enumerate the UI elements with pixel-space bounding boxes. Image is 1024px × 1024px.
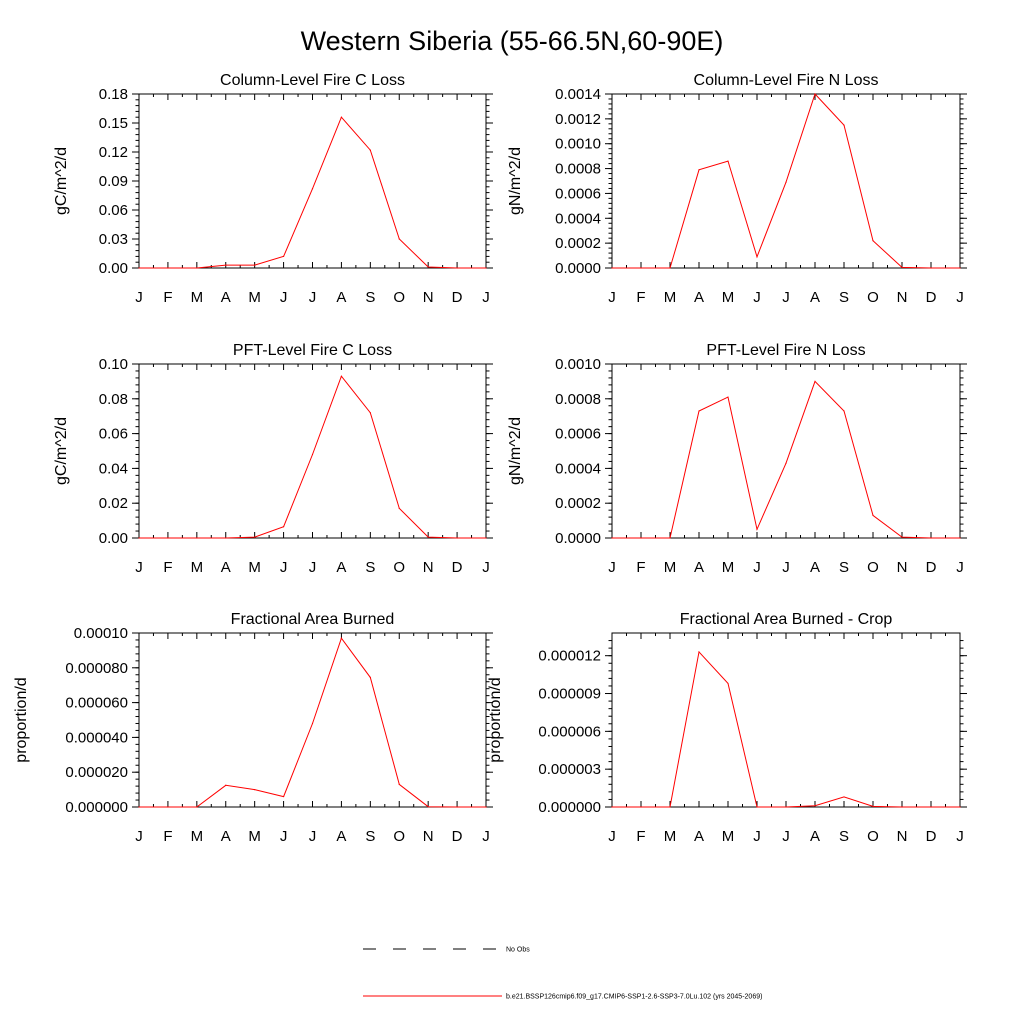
y-tick-label: 0.06 [98,202,128,219]
x-tick-label: D [925,289,937,306]
x-tick-label: M [190,559,204,576]
x-tick-label: S [838,828,850,845]
y-tick-label: 0.04 [98,460,128,478]
data-point [727,683,728,684]
x-tick-label: A [220,289,231,306]
data-point [283,526,284,527]
data-point [843,796,844,797]
x-tick-label: A [336,289,347,306]
data-point [669,537,670,538]
plot-frame [612,364,960,538]
data-point [901,806,902,807]
data-point [640,806,641,807]
x-tick-label: O [867,559,879,576]
y-tick-label: 0.0014 [555,86,601,103]
y-tick-label: 0.0004 [555,460,601,478]
data-point [485,537,486,538]
x-tick-label: N [896,828,908,845]
y-tick-label: 0.0000 [555,260,601,277]
x-tick-label: A [809,289,821,306]
y-axis-label: proportion/d [13,677,30,763]
data-point [428,806,429,807]
x-tick-label: S [365,289,376,306]
x-tick-label: F [163,559,173,576]
x-tick-label: A [336,559,347,576]
data-point [843,410,844,411]
panel-title: PFT-Level Fire C Loss [232,342,393,359]
data-point [456,806,457,807]
x-tick-label: A [693,289,705,306]
data-point [698,410,699,411]
y-tick-label: 0.000006 [538,723,601,741]
data-point [872,240,873,241]
y-tick-label: 0.000000 [538,799,601,816]
x-tick-label: M [190,828,204,845]
y-axis-label: proportion/d [487,677,504,763]
y-tick-label: 0.0010 [555,356,601,373]
x-tick-label: J [308,289,317,306]
x-tick-label: J [482,559,490,576]
data-point [399,508,400,509]
x-tick-label: O [393,828,406,845]
y-axis-label: gC/m^2/d [53,147,70,215]
data-point [756,529,757,530]
x-tick-label: M [663,289,677,306]
data-point [640,267,641,268]
x-tick-label: J [782,289,790,306]
data-point [959,806,960,807]
data-point [399,784,400,785]
y-tick-label: 0.0004 [555,210,601,228]
x-tick-label: M [663,559,677,576]
series-line [612,652,960,807]
y-tick-label: 0.02 [98,495,128,513]
data-point [312,723,313,724]
data-point [930,267,931,268]
data-point [312,454,313,455]
x-tick-label: J [956,289,964,306]
data-point [138,537,139,538]
data-point [138,806,139,807]
data-point [814,93,815,94]
data-point [611,537,612,538]
data-point [814,805,815,806]
x-tick-label: O [393,289,406,306]
data-point [698,651,699,652]
data-point [930,806,931,807]
x-tick-label: S [838,559,850,576]
data-point [196,267,197,268]
x-tick-label: J [135,289,143,306]
y-tick-label: 0.00 [98,530,128,547]
x-tick-label: J [279,559,288,576]
plot-frame [139,633,486,807]
data-point [370,149,371,150]
x-tick-label: N [896,289,908,306]
data-point [669,267,670,268]
data-point [727,396,728,397]
x-tick-label: S [838,289,850,306]
data-point [785,182,786,183]
data-point [785,806,786,807]
x-tick-label: D [451,289,463,306]
data-point [254,789,255,790]
x-tick-label: D [451,828,463,845]
y-tick-label: 0.09 [98,173,128,190]
y-tick-label: 0.000040 [65,729,128,747]
y-tick-label: 0.000020 [65,764,128,782]
data-point [669,806,670,807]
data-point [959,537,960,538]
data-point [814,381,815,382]
y-tick-label: 0.000080 [65,659,128,677]
chart-panel [13,611,493,845]
panel-title: PFT-Level Fire N Loss [706,342,866,359]
x-tick-label: J [753,289,761,306]
y-axis-label: gN/m^2/d [507,417,524,485]
plot-frame [139,364,486,538]
x-tick-label: M [721,828,735,845]
data-point [399,238,400,239]
x-tick-label: F [163,828,173,845]
y-tick-label: 0.0000 [555,530,601,547]
x-tick-label: J [782,559,790,576]
data-point [138,267,139,268]
series-line [612,381,960,538]
y-tick-label: 0.06 [98,425,128,443]
panel-title: Column-Level Fire N Loss [693,72,879,89]
y-tick-label: 0.0002 [555,235,601,253]
y-tick-label: 0.12 [98,144,128,161]
x-tick-label: D [925,828,937,845]
y-tick-label: 0.15 [98,115,128,132]
data-point [370,412,371,413]
series-line [139,638,486,807]
data-point [901,537,902,538]
x-tick-label: J [608,289,616,306]
x-tick-label: A [220,828,231,845]
plot-frame [139,94,486,268]
data-point [196,806,197,807]
panel-title: Fractional Area Burned - Crop [679,611,893,628]
data-point [167,267,168,268]
y-tick-label: 0.000003 [538,761,601,779]
x-tick-label: A [693,828,705,845]
x-tick-label: A [220,559,231,576]
series-line [139,376,486,538]
panels [13,72,967,845]
y-tick-label: 0.000012 [538,647,601,665]
x-tick-label: J [782,828,790,845]
y-tick-label: 0.0008 [555,390,601,408]
chart-panel [507,72,967,306]
data-point [485,806,486,807]
y-tick-label: 0.0012 [555,110,601,128]
legend [363,947,762,1001]
x-tick-label: A [809,828,821,845]
data-point [283,796,284,797]
data-point [485,267,486,268]
panel-title: Column-Level Fire C Loss [220,72,405,89]
series-line [612,94,960,268]
data-point [167,806,168,807]
x-tick-label: N [896,559,908,576]
plot-frame [612,633,960,807]
x-tick-label: A [693,559,705,576]
main-title: Western Siberia (55-66.5N,60-90E) [300,26,724,56]
y-tick-label: 0.0006 [555,425,601,443]
data-point [370,677,371,678]
data-point [872,515,873,516]
x-tick-label: J [279,828,288,845]
data-point [428,537,429,538]
data-point [611,267,612,268]
y-tick-label: 0.10 [98,356,128,373]
x-tick-label: J [753,559,761,576]
x-tick-label: M [721,559,735,576]
x-tick-label: N [422,559,434,576]
data-point [727,161,728,162]
y-tick-label: 0.000009 [538,685,601,703]
data-point [930,537,931,538]
data-point [756,256,757,257]
x-tick-label: A [809,559,821,576]
data-point [785,463,786,464]
chart-panel [507,342,967,576]
x-tick-label: F [636,828,646,845]
legend-model-label: b.e21.BSSP126cmip6.f09_g17.CMIP6-SSP1-2.6-SSP3-7.0Lu.102 (yrs 2045-2069) [506,993,763,1001]
y-tick-label: 0.0010 [555,135,601,153]
data-point [254,537,255,538]
x-tick-label: J [135,559,143,576]
x-tick-label: D [451,559,463,576]
x-tick-label: M [248,289,261,306]
chart-panel [53,72,493,306]
data-point [756,806,757,807]
data-point [428,266,429,267]
y-tick-label: 0.00 [98,260,128,277]
x-tick-label: M [248,828,261,845]
y-tick-label: 0.000060 [65,694,128,712]
legend-obs-label: No Obs [506,946,530,954]
data-point [196,537,197,538]
data-point [959,267,960,268]
x-tick-label: F [163,289,173,306]
x-tick-label: J [135,828,143,845]
x-tick-label: J [608,828,616,845]
data-point [225,537,226,538]
data-point [312,188,313,189]
y-axis-label: gN/m^2/d [507,147,524,215]
y-tick-label: 0.0002 [555,495,601,513]
x-tick-label: O [393,559,406,576]
x-tick-label: N [422,828,434,845]
x-tick-label: J [956,828,964,845]
x-tick-label: F [636,289,646,306]
y-tick-label: 0.00010 [73,625,128,642]
x-tick-label: M [190,289,204,306]
x-tick-label: N [422,289,434,306]
y-tick-label: 0.0006 [555,185,601,203]
data-point [456,267,457,268]
series-line [139,117,486,268]
x-tick-label: O [867,828,879,845]
data-point [225,785,226,786]
data-point [698,169,699,170]
chart-panel [487,611,967,845]
data-point [254,265,255,266]
x-tick-label: M [248,559,261,576]
panel-title: Fractional Area Burned [230,611,395,628]
x-tick-label: S [365,559,376,576]
x-tick-label: J [308,559,317,576]
x-tick-label: A [336,828,347,845]
x-tick-label: J [482,289,490,306]
data-point [901,267,902,268]
data-point [341,376,342,377]
data-point [283,256,284,257]
x-tick-label: F [636,559,646,576]
x-tick-label: M [663,828,677,845]
y-tick-label: 0.000000 [65,799,128,816]
x-tick-label: J [308,828,317,845]
y-tick-label: 0.0008 [555,160,601,178]
y-tick-label: 0.18 [98,86,128,103]
y-tick-label: 0.03 [98,231,128,248]
data-point [872,806,873,807]
data-point [843,124,844,125]
data-point [456,537,457,538]
x-tick-label: D [925,559,937,576]
x-tick-label: J [279,289,288,306]
y-tick-label: 0.08 [98,390,128,408]
data-point [225,265,226,266]
data-point [640,537,641,538]
data-point [341,117,342,118]
x-tick-label: O [867,289,879,306]
data-point [611,806,612,807]
x-tick-label: J [482,828,490,845]
x-tick-label: J [608,559,616,576]
y-axis-label: gC/m^2/d [53,417,70,485]
x-tick-label: J [753,828,761,845]
x-tick-label: S [365,828,376,845]
x-tick-label: M [721,289,735,306]
x-tick-label: J [956,559,964,576]
data-point [167,537,168,538]
chart-panel [53,342,493,576]
data-point [341,638,342,639]
